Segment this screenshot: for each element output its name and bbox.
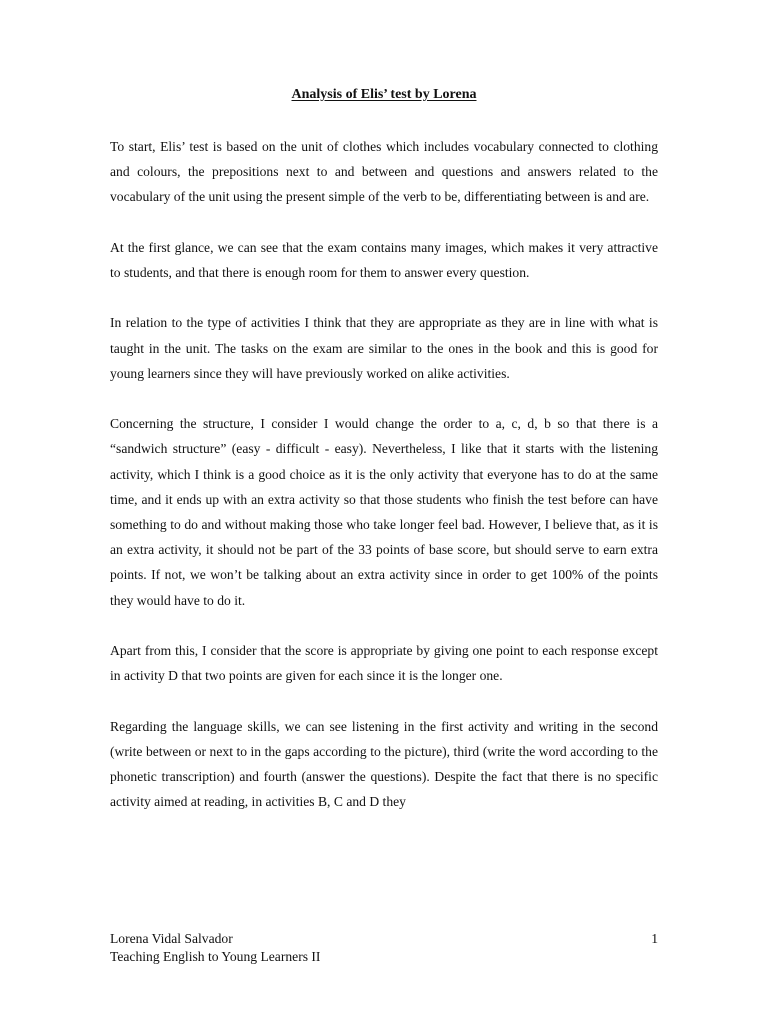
page-footer — [110, 930, 658, 966]
paragraph-first-glance: At the first glance, we can see that the exam contains many images, which makes it very attractive to students, and that there is enough room for them to answer every question. — [110, 239, 658, 280]
document-body — [110, 134, 658, 840]
paragraph-structure: Concerning the structure, I consider I would change the order to a, c, d, b so that there is a “sandwich structure” (easy - difficult - easy). Nevertheless, I like that it starts with the listening activity, which I think is a good choice as it is the only activity that everyone has to do at the same time, and it ends up with an extra activity so that those students who finish the test before can have something to do and without making those who take longer feel bad. However, I believe that, as it is an extra activity, it should not be part of the 33 points of base score, but should serve to earn extra points. If not, we won’t be talking about an extra activity since in order to get 100% of the points they would have to do it. — [110, 416, 658, 608]
paragraph-intro: To start, Elis’ test is based on the unit of clothes which includes vocabulary connected to clothing and colours, the prepositions next to and between and questions and answers related to the vocabulary of the unit using the present simple of the verb to be, differentiating between is and are. — [110, 139, 658, 205]
footer-author: Lorena Vidal Salvador — [110, 931, 233, 946]
footer-course: Teaching English to Young Learners II — [110, 949, 321, 964]
paragraph-activities: In relation to the type of activities I think that they are appropriate as they are in line with what is taught in the unit. The tasks on the exam are similar to the ones in the book and this is good for young learners since they will have previously worked on alike activities. — [110, 315, 658, 381]
paragraph-score: Apart from this, I consider that the score is appropriate by giving one point to each response except in activity D that two points are given for each since it is the longer one. — [110, 643, 658, 684]
page-number: 1 — [651, 931, 658, 946]
document-title: Analysis of Elis’ test by Lorena — [291, 87, 477, 102]
paragraph-language-skills: Regarding the language skills, we can see listening in the first activity and writing in the second (write between or next to in the gaps according to the picture), third (write the word according to the phonetic transcription) and fourth (answer the questions). Despite the fact that there is no specific activity aimed at reading, in activities B, C and D they — [110, 718, 658, 810]
